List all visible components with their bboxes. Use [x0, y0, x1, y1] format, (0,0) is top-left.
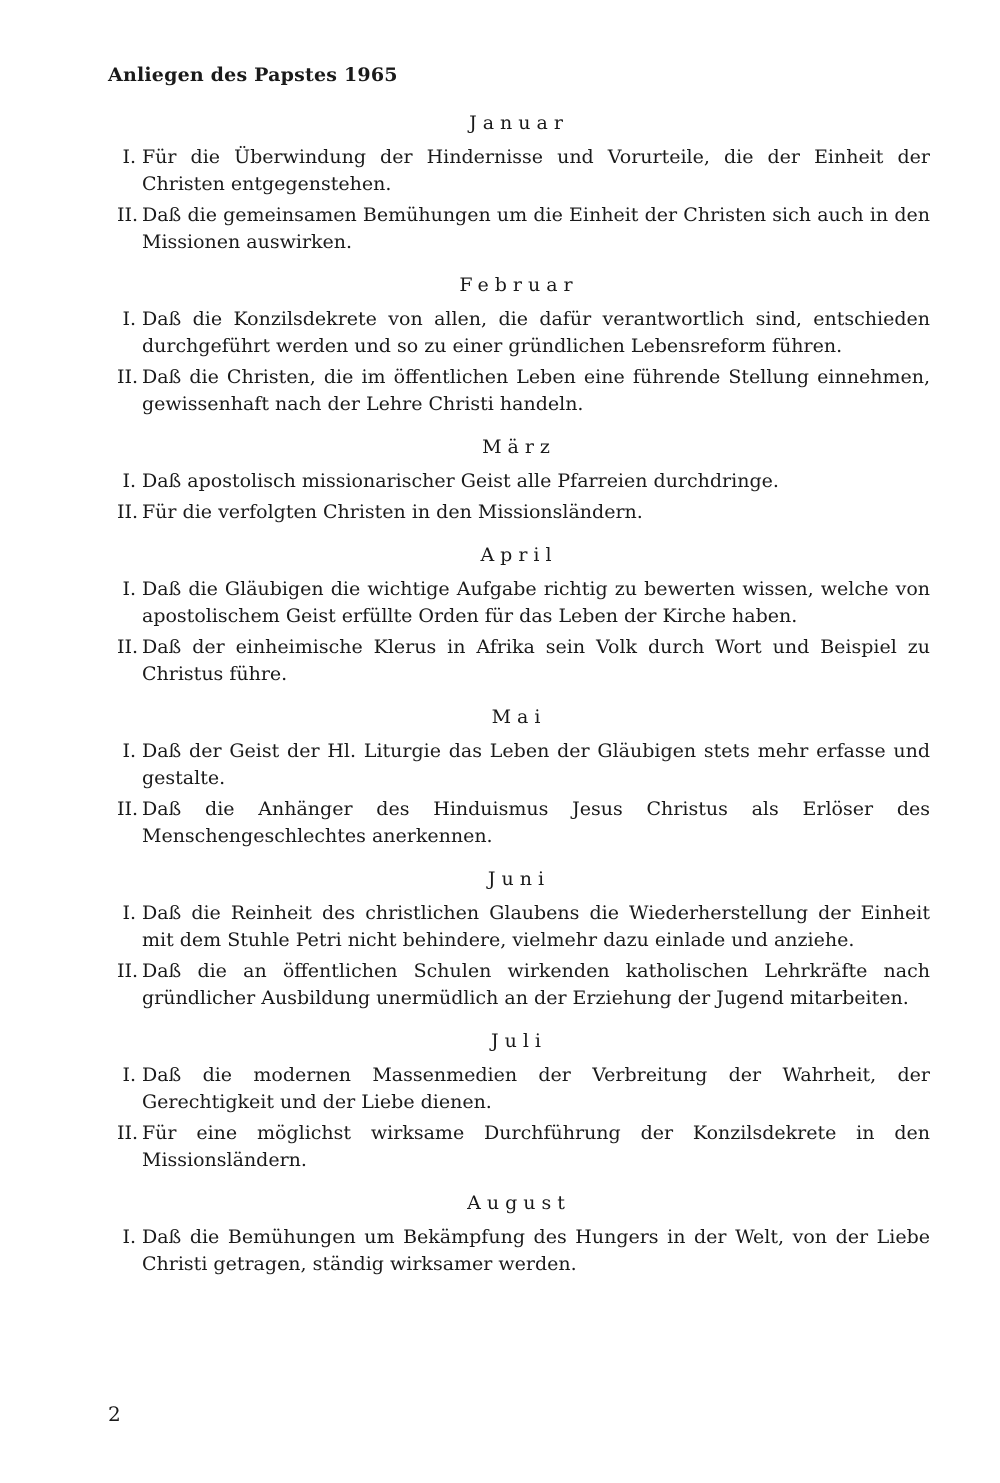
- month-heading: April: [480, 544, 558, 566]
- item-number: I.: [122, 578, 136, 600]
- month-heading: Mai: [491, 706, 547, 728]
- item-text: Daß die an öffentlichen Schulen wirkenden katholischen Lehrkräfte nach gründlicher Ausbildung unermüdlich an der Erziehung der Jugend mitarbeiten.: [142, 960, 930, 1009]
- item-text: Daß die gemeinsamen Bemühungen um die Einheit der Christen sich auch in den Missionen auswirken.: [142, 204, 930, 253]
- month-heading: Februar: [459, 274, 579, 296]
- list-item: [108, 1062, 930, 1116]
- month-section-april: [108, 540, 930, 688]
- item-text: Daß die Konzilsdekrete von allen, die dafür verantwortlich sind, entschieden durchgeführt werden und so zu einer gründlichen Lebensreform führen.: [142, 308, 930, 357]
- item-number: I.: [122, 1064, 136, 1086]
- month-section-mai: [108, 702, 930, 850]
- item-number: II.: [116, 636, 138, 658]
- item-number: I.: [122, 308, 136, 330]
- month-heading: Januar: [469, 112, 569, 134]
- item-number: II.: [116, 960, 138, 982]
- month-heading: Juni: [487, 868, 551, 890]
- list-item: [108, 576, 930, 630]
- list-item: [108, 634, 930, 688]
- item-number: I.: [122, 902, 136, 924]
- list-item: [108, 900, 930, 954]
- list-item: [108, 958, 930, 1012]
- item-text: Daß apostolisch missionarischer Geist alle Pfarreien durchdringe.: [142, 470, 779, 492]
- item-number: II.: [116, 366, 138, 388]
- list-item: [108, 202, 930, 256]
- list-item: [108, 499, 930, 526]
- page-title: Anliegen des Papstes 1965: [108, 64, 398, 86]
- list-item: [108, 306, 930, 360]
- month-section-januar: [108, 108, 930, 256]
- month-section-juni: [108, 864, 930, 1012]
- month-section-august: [108, 1188, 930, 1278]
- list-item: [108, 144, 930, 198]
- item-number: II.: [116, 798, 138, 820]
- item-text: Für die verfolgten Christen in den Missionsländern.: [142, 501, 643, 523]
- list-item: [108, 1224, 930, 1278]
- month-heading: Juli: [490, 1030, 547, 1052]
- item-text: Für eine möglichst wirksame Durchführung der Konzilsdekrete in den Missionsländern.: [142, 1122, 930, 1171]
- item-text: Daß die Bemühungen um Bekämpfung des Hungers in der Welt, von der Liebe Christi getragen, ständig wirksamer werden.: [142, 1226, 930, 1275]
- month-section-juli: [108, 1026, 930, 1174]
- item-text: Daß die Gläubigen die wichtige Aufgabe richtig zu bewerten wissen, welche von apostolischem Geist erfüllte Orden für das Leben der Kirche haben.: [142, 578, 930, 627]
- item-number: II.: [116, 501, 138, 523]
- list-item: [108, 364, 930, 418]
- item-text: Daß der einheimische Klerus in Afrika sein Volk durch Wort und Beispiel zu Christus führe.: [142, 636, 930, 685]
- list-item: [108, 468, 930, 495]
- page-number: 2: [108, 1402, 121, 1426]
- month-heading: März: [482, 436, 556, 458]
- item-text: Daß die Reinheit des christlichen Glaubens die Wiederherstellung der Einheit mit dem Stuhle Petri nicht behindere, vielmehr dazu einlade und anziehe.: [142, 902, 930, 951]
- list-item: [108, 738, 930, 792]
- item-number: I.: [122, 470, 136, 492]
- item-text: Daß der Geist der Hl. Liturgie das Leben der Gläubigen stets mehr erfasse und gestalte.: [142, 740, 930, 789]
- list-item: [108, 1120, 930, 1174]
- month-heading: August: [467, 1192, 571, 1214]
- month-section-maerz: [108, 432, 930, 526]
- item-number: I.: [122, 740, 136, 762]
- item-number: II.: [116, 1122, 138, 1144]
- item-number: I.: [122, 1226, 136, 1248]
- item-number: II.: [116, 204, 138, 226]
- list-item: [108, 796, 930, 850]
- item-text: Daß die Christen, die im öffentlichen Leben eine führende Stellung einnehmen, gewissenhaft nach der Lehre Christi handeln.: [142, 366, 930, 415]
- item-text: Daß die Anhänger des Hinduismus Jesus Christus als Erlöser des Menschengeschlechtes anerkennen.: [142, 798, 930, 847]
- item-number: I.: [122, 146, 136, 168]
- month-section-februar: [108, 270, 930, 418]
- item-text: Daß die modernen Massenmedien der Verbreitung der Wahrheit, der Gerechtigkeit und der Liebe dienen.: [142, 1064, 930, 1113]
- item-text: Für die Überwindung der Hindernisse und Vorurteile, die der Einheit der Christen entgegenstehen.: [142, 146, 930, 195]
